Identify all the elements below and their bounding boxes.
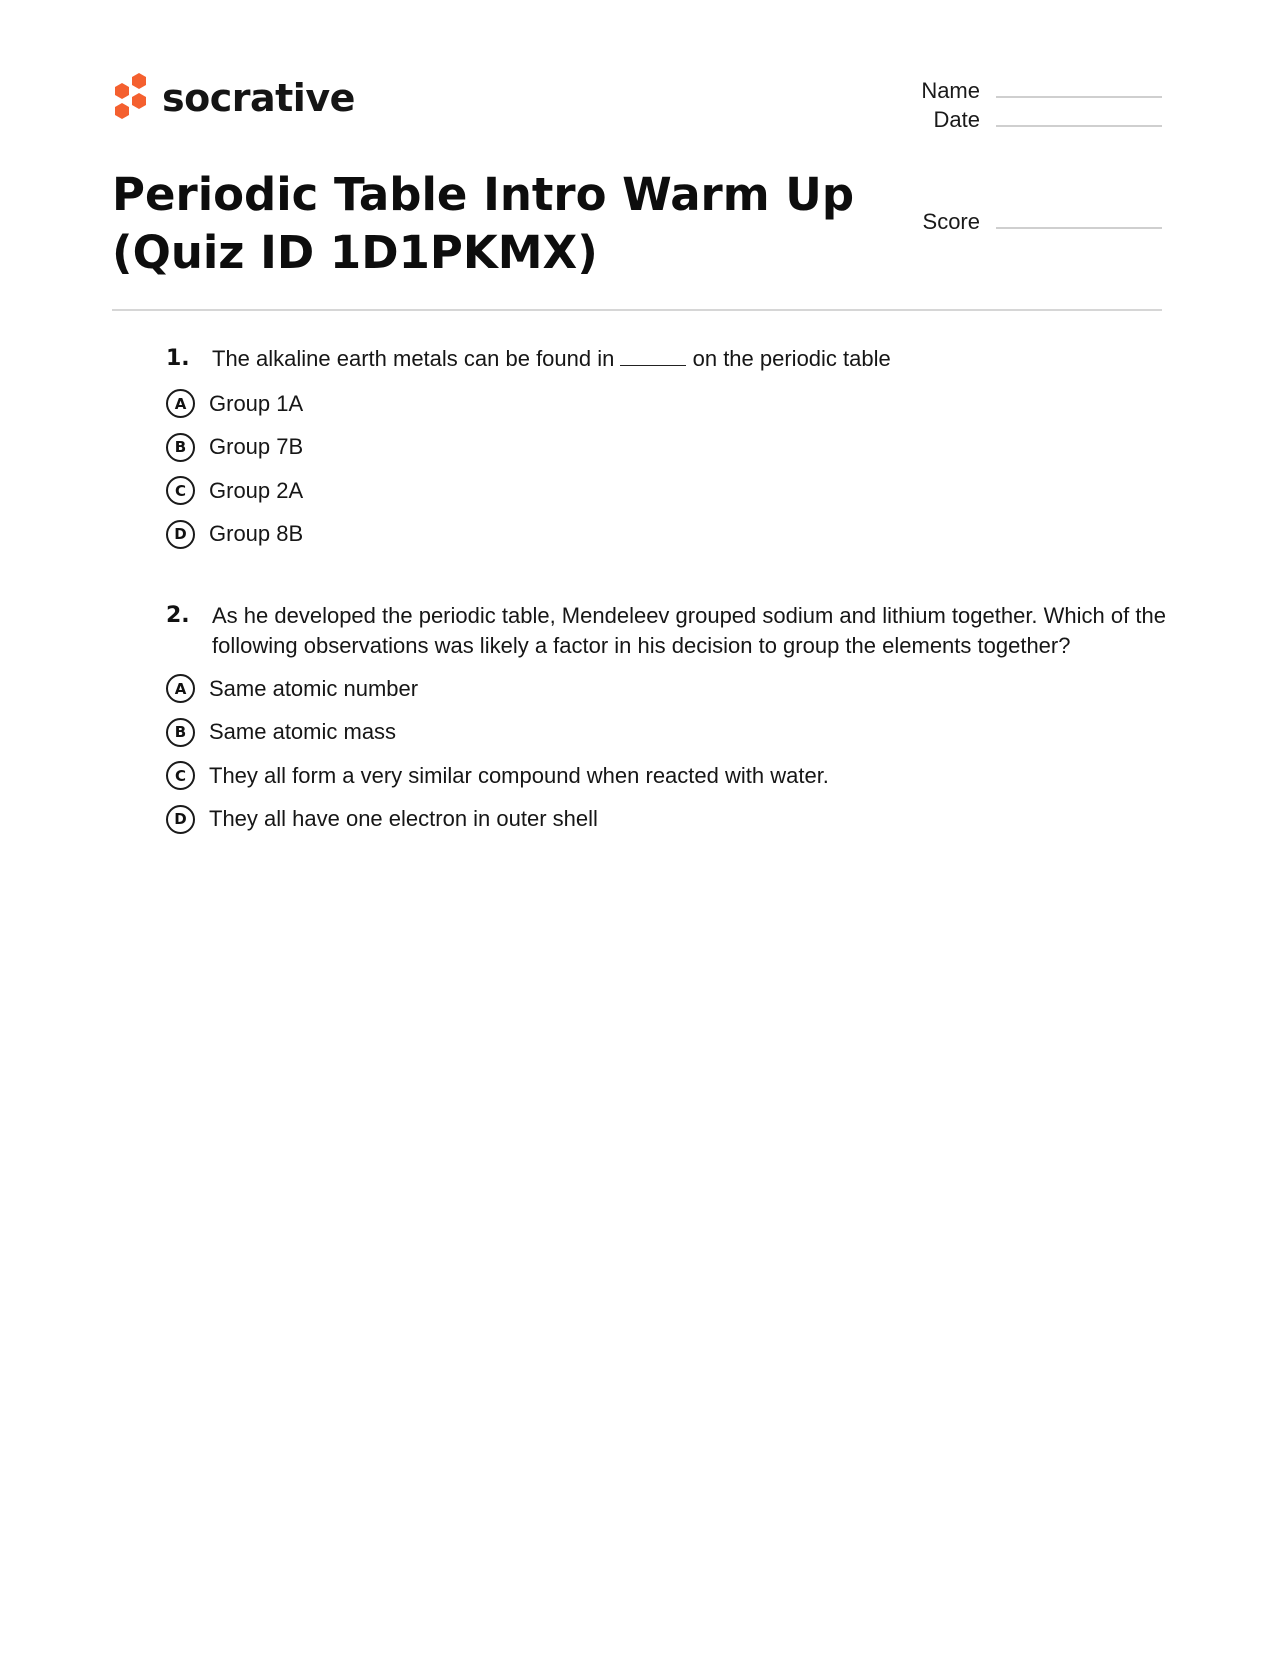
option-c[interactable] xyxy=(166,469,1166,513)
option-bubble[interactable]: B xyxy=(166,433,195,462)
option-bubble[interactable]: D xyxy=(166,805,195,834)
name-line[interactable] xyxy=(996,96,1162,98)
option-bubble[interactable]: A xyxy=(166,389,195,418)
option-text: Group 2A xyxy=(209,477,304,503)
option-bubble[interactable]: B xyxy=(166,718,195,747)
title-line-2: (Quiz ID 1D1PKMX) xyxy=(112,226,598,279)
option-text: They all have one electron in outer shell xyxy=(209,806,598,832)
answer-blank xyxy=(620,347,686,366)
score-field[interactable] xyxy=(860,209,1162,235)
question-text xyxy=(212,344,1166,374)
option-b[interactable] xyxy=(166,711,1166,755)
date-line[interactable] xyxy=(996,125,1162,127)
question-text: As he developed the periodic table, Mendeleev grouped sodium and lithium together. Which of the following observations was likely a factor in his decision to group the elements together? xyxy=(212,603,1166,658)
question-2 xyxy=(166,601,1166,841)
question-number: 2. xyxy=(166,603,190,628)
option-text: They all form a very similar compound when reacted with water. xyxy=(209,762,829,788)
question-text-after: on the periodic table xyxy=(692,346,891,371)
option-bubble[interactable]: C xyxy=(166,476,195,505)
option-bubble[interactable]: A xyxy=(166,674,195,703)
question-1 xyxy=(166,344,1166,556)
option-a[interactable] xyxy=(166,382,1166,426)
option-bubble[interactable]: C xyxy=(166,761,195,790)
option-d[interactable] xyxy=(166,513,1166,557)
name-field[interactable] xyxy=(860,78,1162,104)
option-b[interactable] xyxy=(166,426,1166,470)
socrative-logo xyxy=(112,73,355,123)
option-d[interactable] xyxy=(166,798,1166,842)
question-number: 1. xyxy=(166,346,190,371)
answer-options xyxy=(166,667,1166,841)
option-text: Group 7B xyxy=(209,434,304,460)
option-bubble[interactable]: D xyxy=(166,520,195,549)
score-label: Score xyxy=(922,209,980,234)
score-line[interactable] xyxy=(996,227,1162,229)
title-line-1: Periodic Table Intro Warm Up xyxy=(112,168,855,221)
date-field[interactable] xyxy=(860,107,1162,133)
option-text: Same atomic number xyxy=(209,675,419,701)
answer-options xyxy=(166,382,1166,556)
option-text: Group 8B xyxy=(209,521,304,547)
name-label: Name xyxy=(921,78,980,103)
question-text-before: The alkaline earth metals can be found in xyxy=(212,346,615,371)
header-divider xyxy=(112,309,1162,311)
page-title xyxy=(112,166,872,282)
hexagon-cluster-icon xyxy=(112,73,152,123)
date-label: Date xyxy=(933,107,980,132)
brand-name: socrative xyxy=(162,76,355,120)
option-text: Group 1A xyxy=(209,390,304,416)
option-text: Same atomic mass xyxy=(209,719,397,745)
option-c[interactable] xyxy=(166,754,1166,798)
option-a[interactable] xyxy=(166,667,1166,711)
